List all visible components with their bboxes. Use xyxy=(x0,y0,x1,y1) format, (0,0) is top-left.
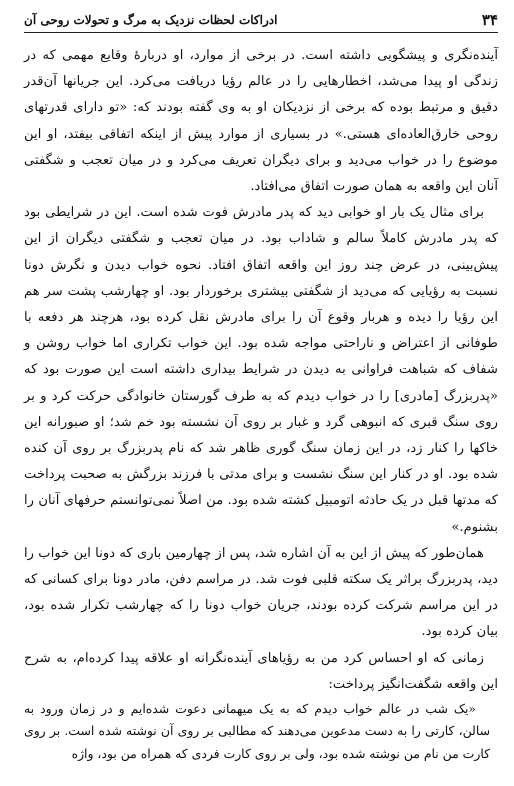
chapter-title: ادراکات لحظات نزدیک به مرگ و تحولات روحی آن xyxy=(24,13,278,27)
paragraph-continuation: آینده‌نگری و پیشگویی داشته است. در برخی از موارد، او دربارهٔ وقایع مهمی که در زندگی او پیدا می‌شد، اخطارهایی را در عالم رؤیا دریافت می‌کرد. این جریانها آن‌قدر دقیق و مرتبط بوده که برخی از نزدیکان او به وی گفته بودند که: «تو دارای قدرتهای روحی خارق‌العاده‌ای هستی.» در بسیاری از موارد پیش از اینکه اتفاقی بیفتد، او این موضوع را در خواب می‌دید و برای دیگران تعریف می‌کرد و در میان تعجب و شگفتی آنان این واقعه به همان صورت اتفاق می‌افتاد. xyxy=(24,48,498,195)
page-number: ۳۴ xyxy=(481,11,498,29)
running-header xyxy=(24,8,498,33)
paragraph-dream-example: برای مثال یک بار او خوابی دید که پدر مادرش فوت شده است. این در شرایطی بود که پدر مادرش کاملاً سالم و شاداب بود. در میان تعجب و شگفتی دیگران از این پیش‌بینی، در عرض چند روز این واقعه اتفاق افتاد. نحوه خواب دیدن و نگرش دونا نسبت به رؤیایی که می‌دید از شگفتی بیشتری برخوردار بود. او چهارشب پشت سر هم این رؤیا را دیده و هربار وقوع آن را برای مادرش نقل کرده بود، هرچند هر دفعه با طوفانی از اعتراض و ناراحتی مواجه شده بود. این خواب تکراری اما خواب روشن و شفاف که شباهت فراوانی به دیدن در شرایط بیداری داشته است این صورت بود که «پدربزرگ [مادری] را در خواب دیدم که به طرف گورستان خانوادگی حرکت کرد و بر روی سنگ قبری که انبوهی گرد و غبار بر روی آن نشسته بود خم شد؛ او صبورانه این خاکها را کنار زد، در این زمان سنگ گوری ظاهر شد که نام پدربزرگ بر روی آن کنده شده بود. او در کنار این سنگ نشست و برای مدتی با فرزند بزرگش به صحبت پرداخت که مدتها قبل در یک حادثه اتومبیل کشته شده بود. من اصلاً نمی‌توانستم حرفهای آنان را بشنوم.» xyxy=(24,205,498,535)
body-text xyxy=(24,43,498,765)
paragraph-intro-quote: زمانی که او احساس کرد من به رؤیاهای آینده‌نگرانه او علاقه پیدا کرده‌ام، به شرح این واقعه شگفت‌انگیز پرداخت: xyxy=(24,650,498,692)
block-quote: «یک شب در عالم خواب دیدم که به یک میهمانی دعوت شده‌ایم و در زمان ورود به سالن، کارتی را به دست مدعوین می‌دهند که مطالبی بر روی آن نوشته شده است. بر روی کارت من نام من نوشته شده بود، ولی بر روی کارت فردی که همراه من بود، واژه xyxy=(24,701,490,761)
book-page xyxy=(24,8,498,778)
paragraph-grandfather-death: همان‌طور که پیش از این به آن اشاره شد، پس از چهارمین باری که دونا این خواب را دید، پدربزرگ براثر یک سکته قلبی فوت شد. در مراسم دفن، مادر دونا برای کسانی که در این مراسم شرکت کرده بودند، جریان خواب دونا را که چهارشب تکرار شده بود، بیان کرده بود. xyxy=(24,545,498,640)
